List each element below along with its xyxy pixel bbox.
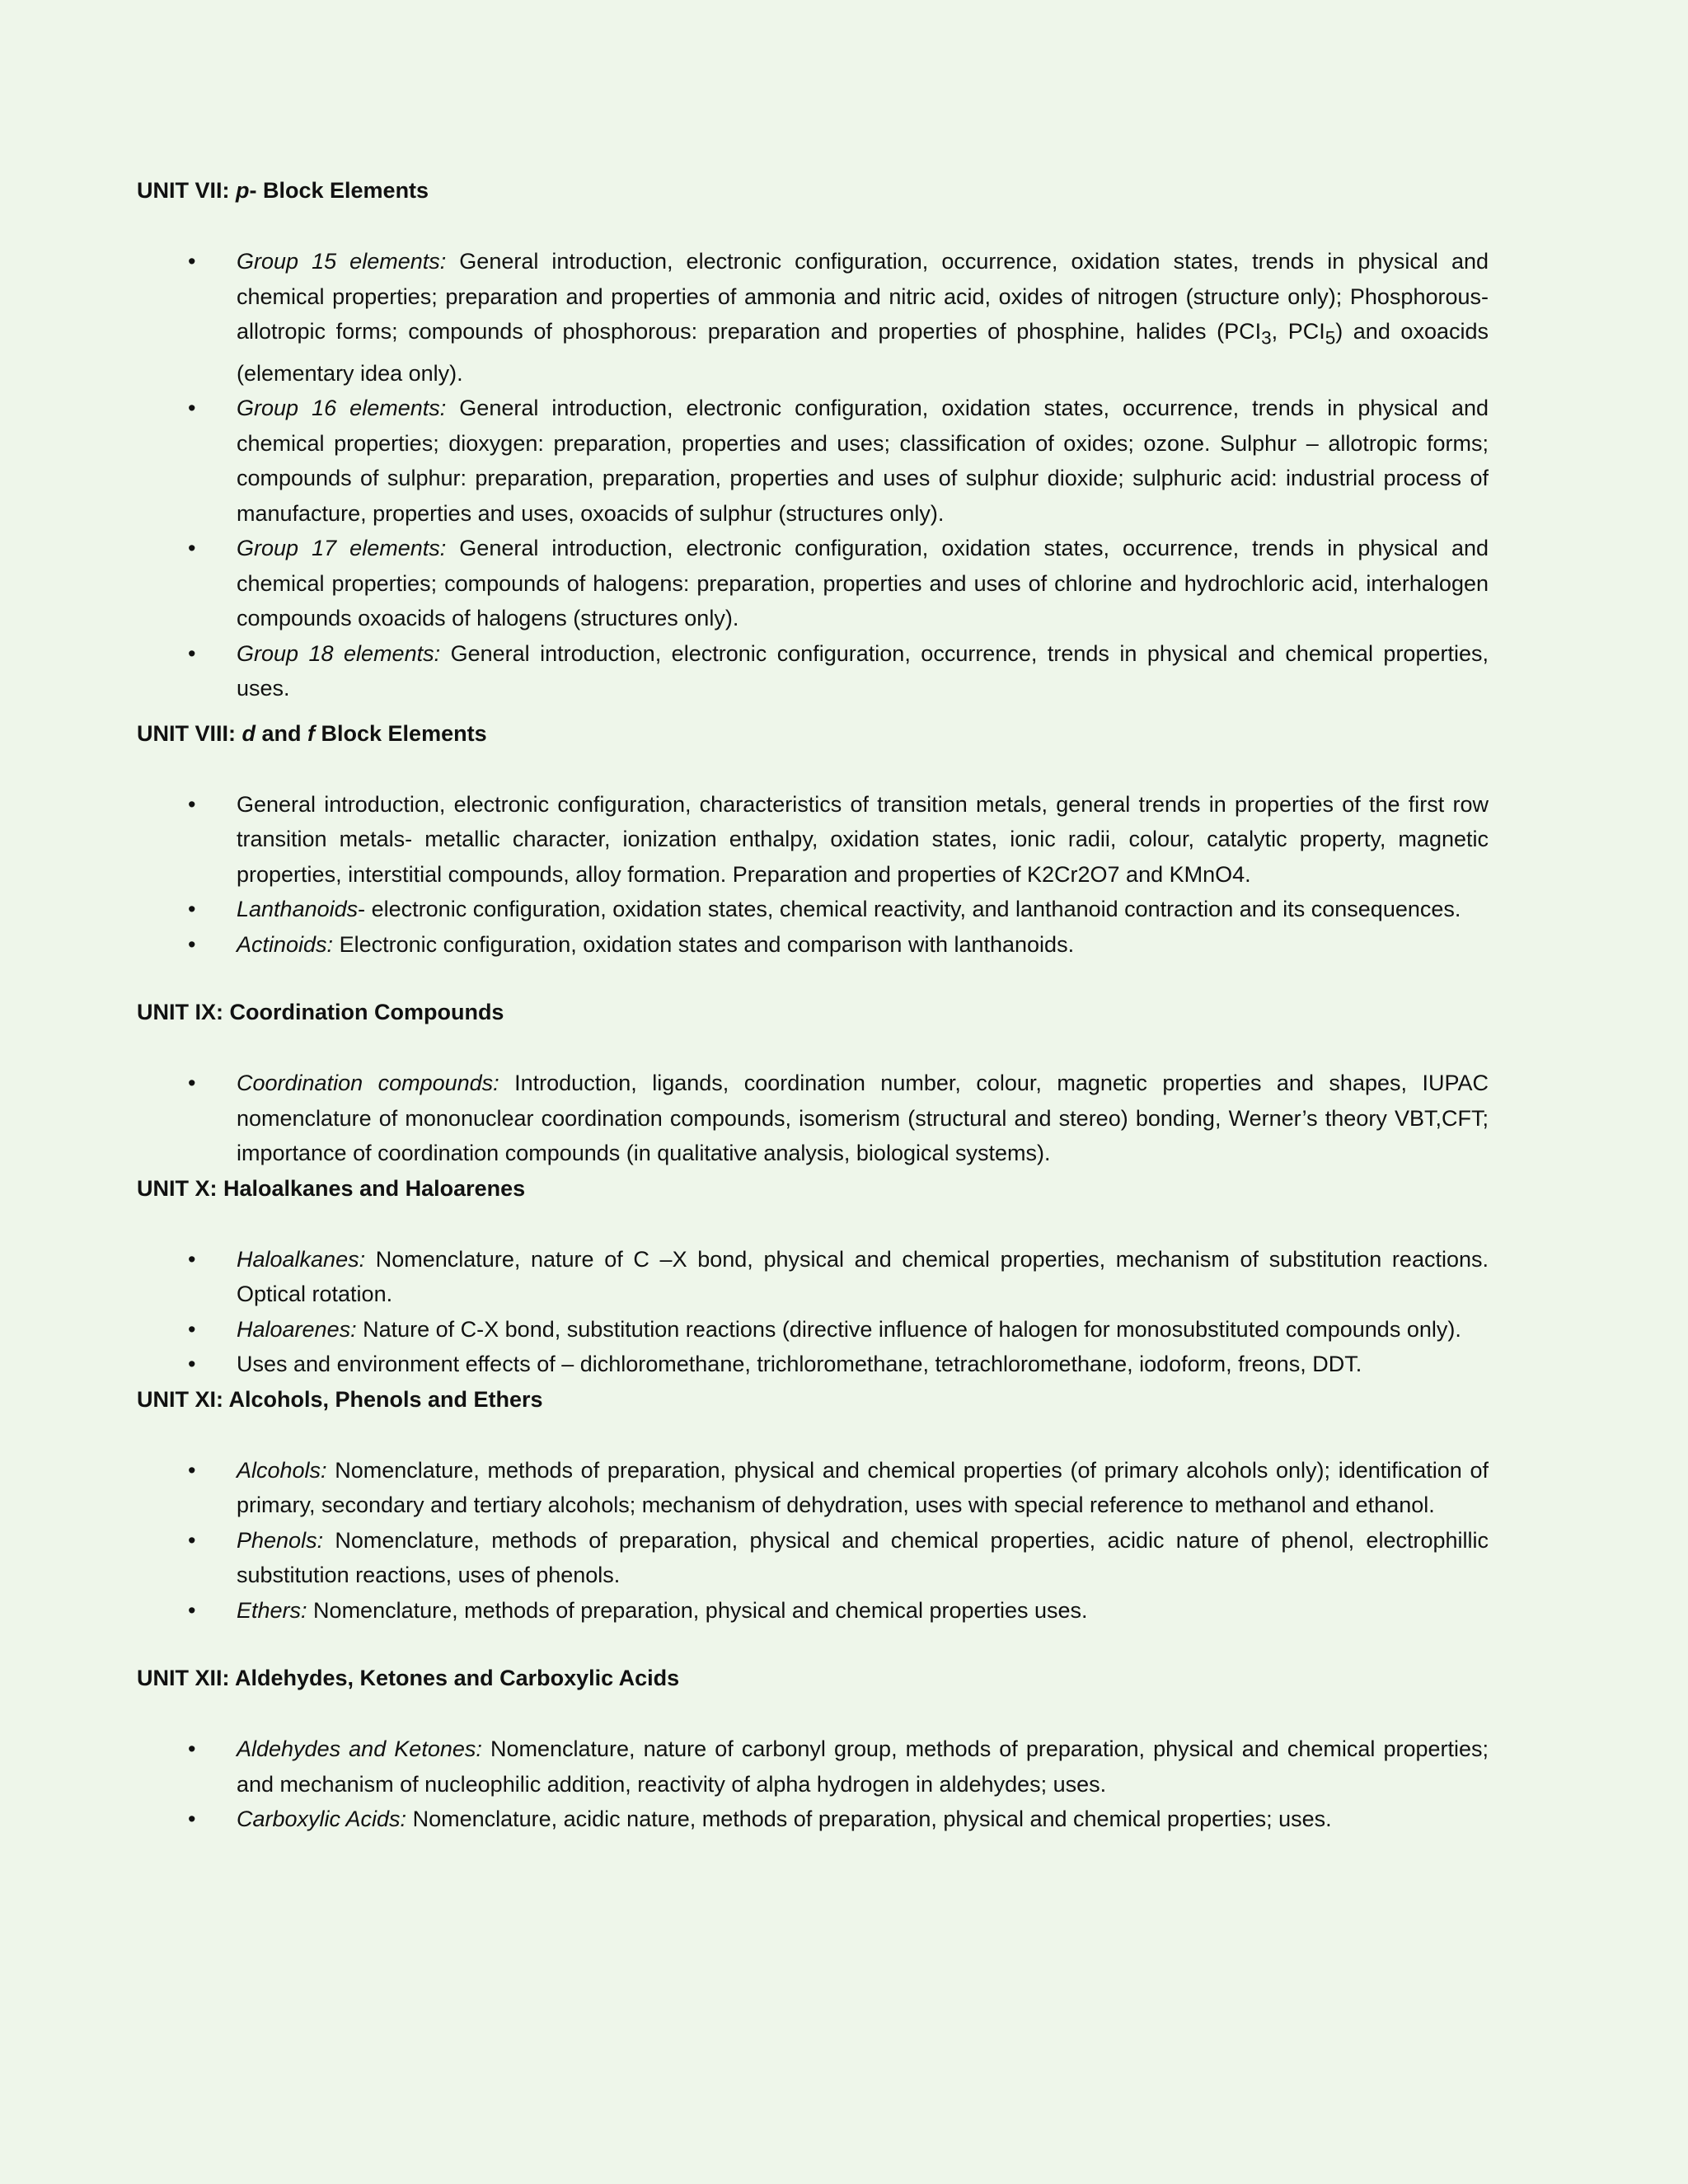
list-item — [137, 1802, 1489, 1837]
bullet: • — [188, 640, 196, 666]
list-item — [137, 636, 1489, 706]
item-text: Nomenclature, acidic nature, methods of preparation, physical and chemical properties; uses. — [406, 1807, 1332, 1832]
item-lead: Aldehydes and Ketones: — [237, 1736, 482, 1762]
topic-list — [137, 1732, 1489, 1837]
subscript: 5 — [1325, 327, 1336, 349]
unit-heading-prefix: UNIT VIII: — [137, 720, 242, 746]
item-text: Introduction, ligands, coordination number, colour, magnetic properties and shapes, IUPAC nomenclature of mononuclear coordination compounds, isomerism (structural and stereo) bonding, Werner’s theory VBT,CFT; importance of coordination compounds (in qualitative analysis, biological systems). — [237, 1071, 1489, 1166]
item-text: ) and oxoacids (elementary idea only). — [237, 319, 1489, 386]
spacer — [137, 962, 1489, 995]
spacer — [137, 706, 1489, 716]
item-lead: Group 15 elements: — [237, 249, 447, 274]
topic-list — [137, 787, 1489, 963]
bullet: • — [188, 249, 196, 274]
item-text: - electronic configuration, oxidation states, chemical reactivity, and lanthanoid contraction and its consequences. — [358, 897, 1461, 922]
item-text: Nomenclature, nature of C –X bond, physical and chemical properties, mechanism of substitution reactions. Optical rotation. — [237, 1246, 1489, 1307]
list-item — [137, 1066, 1489, 1171]
item-lead: Group 17 elements: — [237, 536, 447, 561]
unit-heading — [137, 716, 1489, 751]
unit-heading: UNIT IX: Coordination Compounds — [137, 1000, 504, 1025]
list-item — [137, 892, 1489, 927]
list-item — [137, 531, 1489, 636]
unit-xi — [137, 1382, 1489, 1629]
unit-heading: UNIT X: Haloalkanes and Haloarenes — [137, 1175, 526, 1201]
unit-vii — [137, 173, 1489, 706]
item-text: Nomenclature, methods of preparation, physical and chemical properties, acidic nature of phenol, electrophillic substitution reactions, uses of phenols. — [237, 1527, 1489, 1588]
unit-heading-rest: Block Elements — [315, 720, 487, 746]
bullet: • — [188, 1352, 196, 1377]
topic-list — [137, 1242, 1489, 1382]
item-text: Uses and environment effects of – dichloromethane, trichloromethane, tetrachloromethane, iodoform, freons, DDT. — [237, 1352, 1362, 1377]
list-item — [137, 1593, 1489, 1629]
subscript: 3 — [1261, 327, 1272, 349]
bullet: • — [188, 1246, 196, 1272]
item-text: General introduction, electronic configuration, oxidation states, occurrence, trends in physical and chemical properties; dioxygen: preparation, properties and uses; classification of oxides; ozone. Sulphur – allotropic forms; compounds of sulphur: preparation, preparation, properties and uses of sulphur dioxide; sulphuric acid: industrial process of manufacture, properties and uses, oxoacids of sulphur (structures only). — [237, 396, 1489, 526]
bullet: • — [188, 1736, 196, 1762]
item-text: , PCI — [1271, 319, 1325, 344]
list-item — [137, 244, 1489, 391]
unit-heading: UNIT XI: Alcohols, Phenols and Ethers — [137, 1386, 543, 1412]
item-lead: Actinoids: — [237, 931, 334, 957]
unit-heading — [137, 173, 1489, 208]
unit-heading: UNIT XII: Aldehydes, Ketones and Carboxylic Acids — [137, 1666, 680, 1691]
unit-x — [137, 1171, 1489, 1382]
item-lead: Haloarenes: — [237, 1316, 357, 1342]
list-item — [137, 1453, 1489, 1523]
list-item — [137, 1242, 1489, 1312]
unit-xii — [137, 1661, 1489, 1837]
item-text: Nature of C-X bond, substitution reactions (directive influence of halogen for monosubstituted compounds only). — [356, 1316, 1461, 1342]
bullet: • — [188, 1807, 196, 1832]
item-lead: Alcohols: — [237, 1457, 327, 1483]
unit-heading-rest: - Block Elements — [249, 178, 429, 203]
unit-ix — [137, 995, 1489, 1171]
item-text: Nomenclature, methods of preparation, physical and chemical properties (of primary alcohols only); identification of primary, secondary and tertiary alcohols; mechanism of dehydration, uses with special reference to methanol and ethanol. — [237, 1457, 1489, 1518]
item-text: General introduction, electronic configuration, occurrence, oxidation states, trends in physical and chemical properties; preparation and properties of ammonia and nitric acid, oxides of nitrogen (structure only); Phosphorous- allotropic forms; compounds of phosphorous: preparation and properties of phosphine, halides (PCI — [237, 249, 1489, 344]
bullet: • — [188, 1597, 196, 1623]
item-lead: Lanthanoids — [237, 897, 359, 922]
topic-list — [137, 1066, 1489, 1171]
list-item — [137, 1312, 1489, 1347]
item-text: General introduction, electronic configuration, occurrence, trends in physical and chemical properties, uses. — [237, 640, 1489, 701]
list-item — [137, 1347, 1489, 1382]
item-lead: Phenols: — [237, 1527, 324, 1553]
list-item — [137, 1732, 1489, 1802]
list-item — [137, 787, 1489, 893]
spacer — [137, 1628, 1489, 1661]
list-item — [137, 927, 1489, 963]
bullet: • — [188, 897, 196, 922]
unit-heading-mid: and — [256, 720, 308, 746]
item-lead: Group 16 elements: — [237, 396, 447, 421]
bullet: • — [188, 1527, 196, 1553]
item-text: General introduction, electronic configuration, oxidation states, occurrence, trends in physical and chemical properties; compounds of halogens: preparation, properties and uses of chlorine and hydrochloric acid, interhalogen compounds oxoacids of halogens (structures only). — [237, 536, 1489, 631]
item-lead: Group 18 elements: — [237, 640, 441, 666]
unit-viii — [137, 716, 1489, 963]
unit-heading-prefix: UNIT VII: — [137, 178, 236, 203]
item-lead: Carboxylic Acids: — [237, 1807, 407, 1832]
unit-heading-italic: d — [241, 720, 256, 746]
bullet: • — [188, 1316, 196, 1342]
bullet: • — [188, 931, 196, 957]
bullet: • — [188, 791, 196, 817]
bullet: • — [188, 1457, 196, 1483]
item-text: Electronic configuration, oxidation states and comparison with lanthanoids. — [333, 931, 1075, 957]
item-lead: Haloalkanes: — [237, 1246, 366, 1272]
item-text: Nomenclature, nature of carbonyl group, methods of preparation, physical and chemical properties; and mechanism of nucleophilic addition, reactivity of alpha hydrogen in aldehydes; uses. — [237, 1736, 1489, 1797]
item-text: Nomenclature, methods of preparation, physical and chemical properties uses. — [307, 1597, 1088, 1623]
item-lead: Ethers: — [237, 1597, 307, 1623]
syllabus-content — [137, 173, 1489, 1837]
topic-list — [137, 244, 1489, 706]
list-item — [137, 1523, 1489, 1593]
bullet: • — [188, 396, 196, 421]
bullet: • — [188, 536, 196, 561]
unit-heading-italic: f — [307, 720, 316, 746]
topic-list — [137, 1453, 1489, 1629]
unit-heading-italic: p — [236, 178, 250, 203]
list-item — [137, 391, 1489, 531]
bullet: • — [188, 1071, 196, 1096]
item-lead: Coordination compounds: — [237, 1071, 499, 1096]
item-text: General introduction, electronic configuration, characteristics of transition metals, general trends in properties of the first row transition metals- metallic character, ionization enthalpy, oxidation states, ionic radii, colour, catalytic property, magnetic properties, interstitial compounds, alloy formation. Preparation and properties of K2Cr2O7 and KMnO4. — [237, 791, 1489, 887]
